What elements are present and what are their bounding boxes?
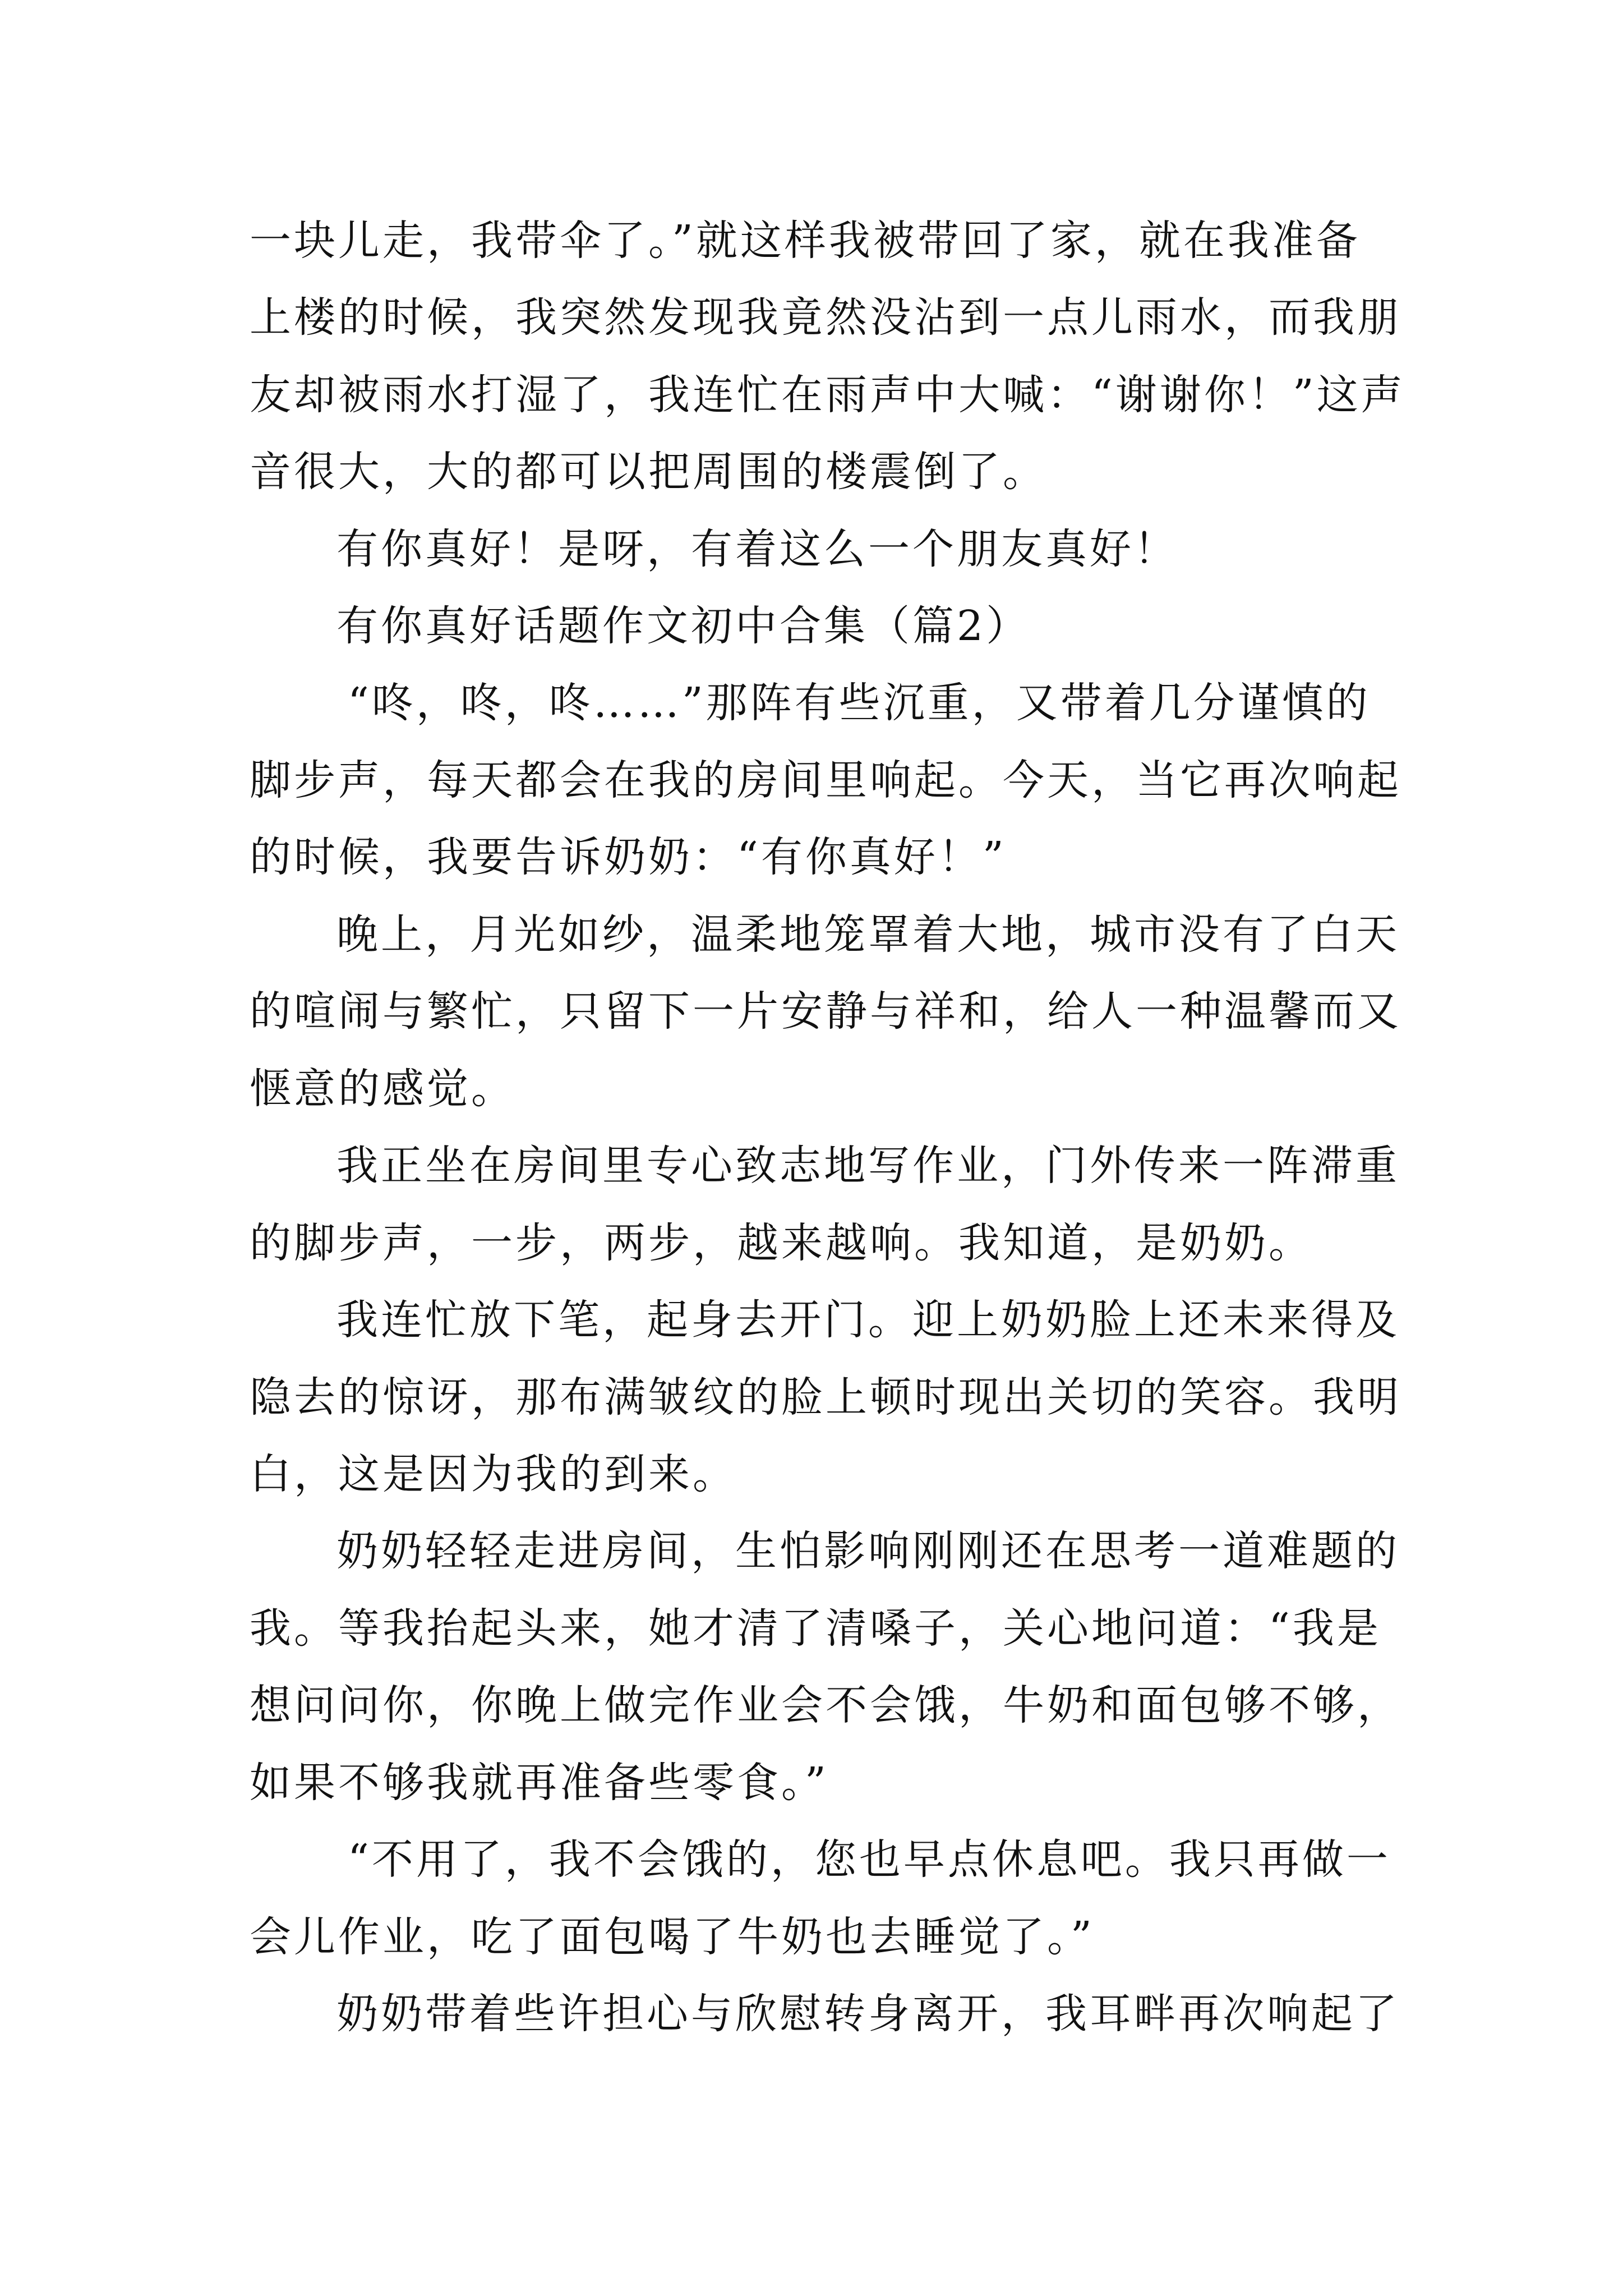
text-line-23: 会儿作业，吃了面包喝了牛奶也去睡觉了。” <box>250 1913 1095 1961</box>
text-line-10: 晚上，月光如纱，温柔地笼罩着大地，城市没有了白天 <box>336 910 1400 959</box>
text-line-15: 我连忙放下笔，起身去开门。迎上奶奶脸上还未来得及 <box>336 1296 1400 1344</box>
text-line-16: 隐去的惊讶，那布满皱纹的脸上顿时现出关切的笑容。我明 <box>250 1373 1401 1421</box>
text-line-14: 的脚步声，一步，两步，越来越响。我知道，是奶奶。 <box>250 1219 1313 1267</box>
text-line-24: 奶奶带着些许担心与欣慰转身离开，我耳畔再次响起了 <box>336 1990 1400 2038</box>
text-line-20: 想问问你，你晚上做完作业会不会饿，牛奶和面包够不够， <box>250 1681 1401 1729</box>
text-line-18: 奶奶轻轻走进房间，生怕影响刚刚还在思考一道难题的 <box>336 1527 1400 1575</box>
text-line-5: 有你真好！是呀，有着这么一个朋友真好！ <box>336 525 1178 573</box>
text-line-13: 我正坐在房间里专心致志地写作业，门外传来一阵滞重 <box>336 1142 1400 1190</box>
text-line-8: 脚步声，每天都会在我的房间里响起。今天，当它再次响起 <box>250 756 1401 804</box>
text-line-1: 一块儿走，我带伞了。”就这样我被带回了家，就在我准备 <box>250 217 1361 265</box>
text-line-7: “咚，咚，咚……”那阵有些沉重，又带着几分谨慎的 <box>348 679 1371 727</box>
text-line-22: “不用了，我不会饿的，您也早点休息吧。我只再做一 <box>348 1835 1391 1884</box>
text-line-12: 惬意的感觉。 <box>250 1065 515 1113</box>
text-line-2: 上楼的时候，我突然发现我竟然没沾到一点儿雨水，而我朋 <box>250 293 1401 342</box>
section-heading: 有你真好话题作文初中合集（篇2） <box>336 602 1031 650</box>
text-line-4: 音很大，大的都可以把周围的楼震倒了。 <box>250 448 1047 496</box>
text-line-9: 的时候，我要告诉奶奶：“有你真好！” <box>250 833 1007 881</box>
text-line-11: 的喧闹与繁忙，只留下一片安静与祥和，给人一种温馨而又 <box>250 987 1401 1036</box>
text-line-3: 友却被雨水打湿了，我连忙在雨声中大喊：“谢谢你！”这声 <box>250 371 1405 419</box>
text-line-19: 我。等我抬起头来，她才清了清嗓子，关心地问道：“我是 <box>250 1604 1381 1653</box>
text-line-21: 如果不够我就再准备些零食。” <box>250 1759 829 1807</box>
text-line-17: 白，这是因为我的到来。 <box>250 1450 737 1498</box>
